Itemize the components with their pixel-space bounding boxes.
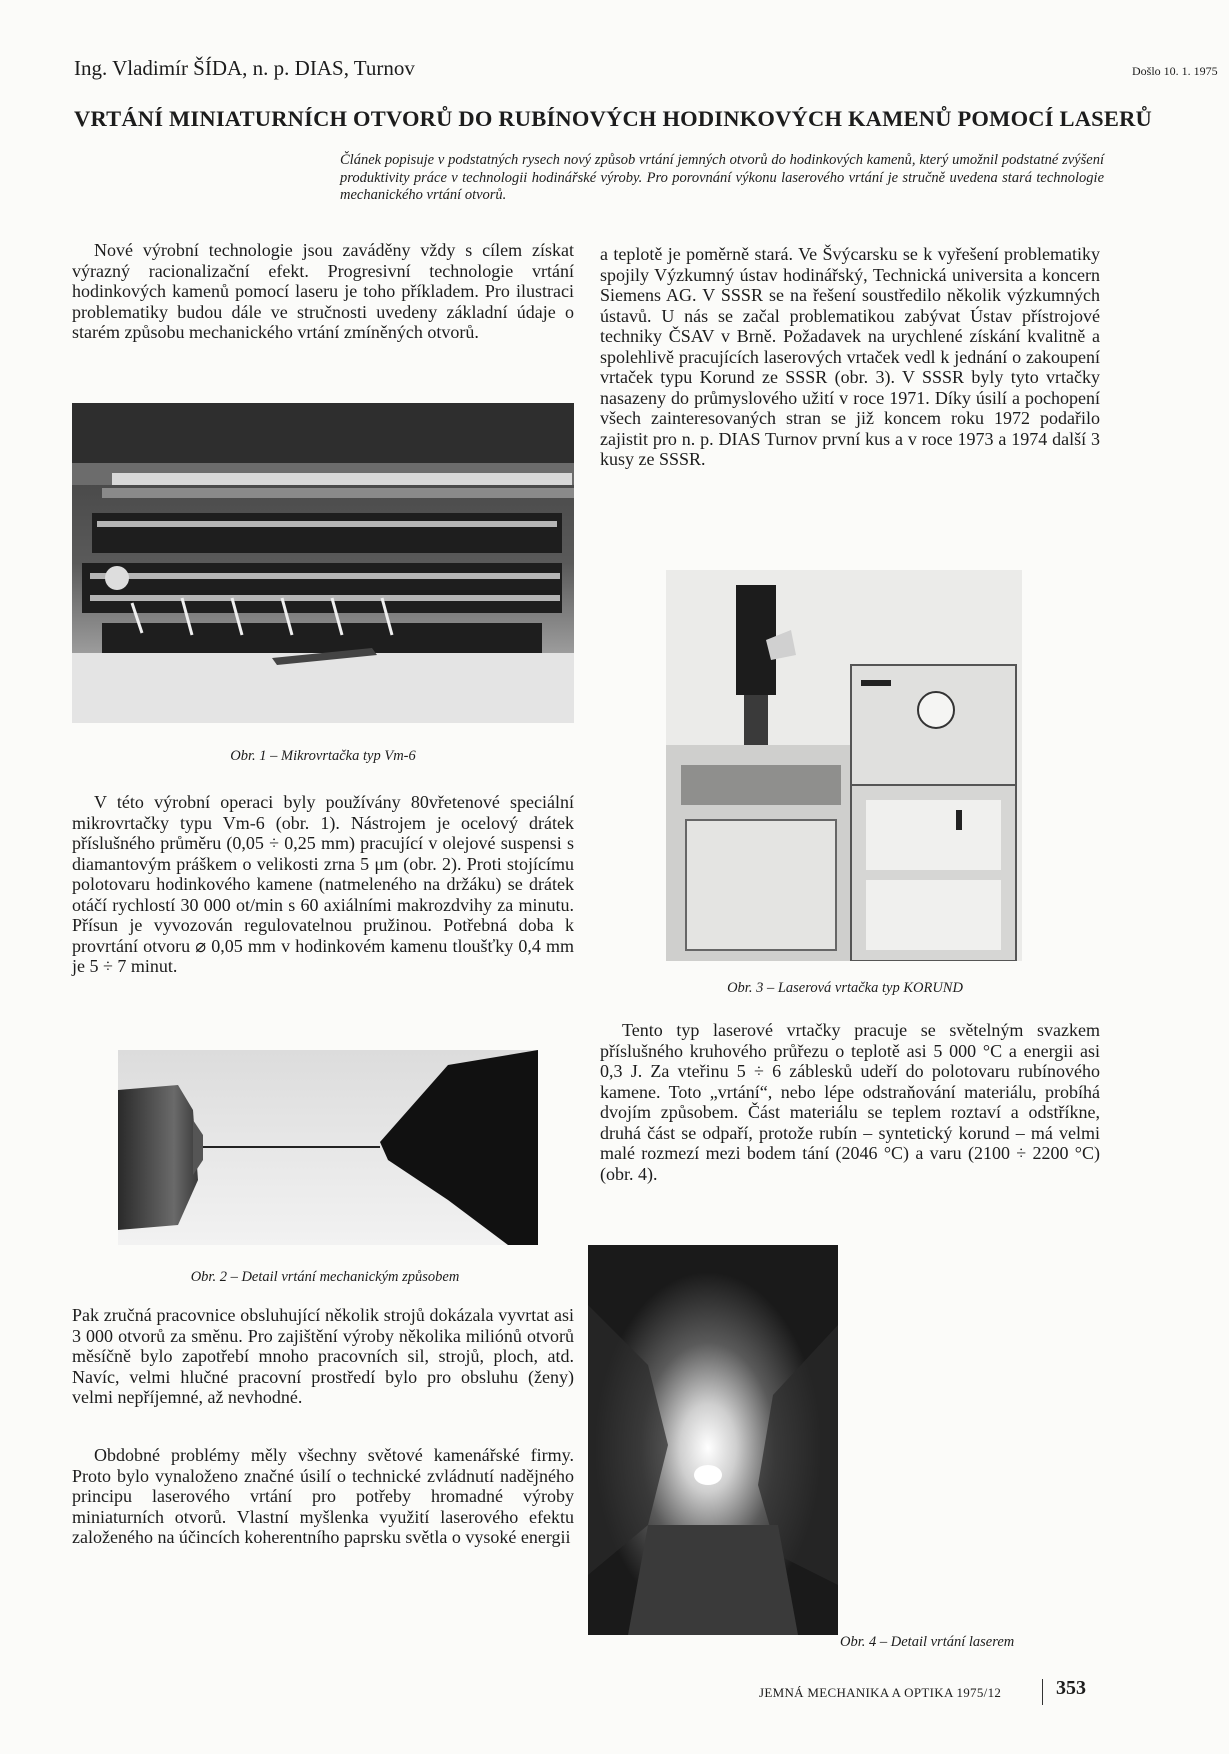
paragraph-intro: Nové výrobní technologie jsou zaváděny vždy s cílem získat výrazný racionalizační efekt. Progresivní technologie vrtání hodinkových kamenů pomocí laseru je toho příkladem. Pro ilustraci problematiky budou dále ve stručnosti uvedeny základní údaje o starém způsobu mechanického vrtání zmíněných otvorů. xyxy=(72,240,574,342)
micro-drill-machine-image xyxy=(72,403,574,723)
figure-3-caption: Obr. 3 – Laserová vrtačka typ KORUND xyxy=(727,980,963,996)
article-title: VRTÁNÍ MINIATURNÍCH OTVORŮ DO RUBÍNOVÝCH HODINKOVÝCH KAMENŮ POMOCÍ LASERŮ xyxy=(74,106,1152,131)
author-line: Ing. Vladimír ŠÍDA, n. p. DIAS, Turnov xyxy=(74,56,415,80)
laser-drilling-detail-image xyxy=(588,1245,838,1635)
paragraph-operation: V této výrobní operaci byly používány 80vřetenové speciální mikrovrtačky typu Vm-6 (obr. 1). Nástrojem je ocelový drátek příslušného průměru (0,05 ÷ 0,25 mm) pracující v olejové suspensi s diamantovým práškem o velikosti zrna 5 μm (obr. 2). Proti stojícímu polotovaru hodinkového kamene (natmeleného na držáku) se drátek otáčí rychlostí 30 000 ot/min s 60 axiálními makrozdvihy za minutu. Přísun je vyvozován regulovatelnou pružinou. Potřebná doba k provrtání otvoru ⌀ 0,05 mm v hodinkovém kamenu tloušťky 0,4 mm je 5 ÷ 7 minut. xyxy=(72,792,574,976)
paragraph-problems: Obdobné problémy měly všechny světové kamenářské firmy. Proto bylo vynaloženo značné úsilí o technické zvládnutí nadějného principu laserového vrtání pro potřeby hromadné výroby miniaturních otvorů. Vlastní myšlenka využití laserového efektu založeného na účincích koherentního paprsku světla o vysoké energii xyxy=(72,1445,574,1547)
received-date: Došlo 10. 1. 1975 xyxy=(1132,64,1218,78)
figure-2-caption: Obr. 2 – Detail vrtání mechanickým způsobem xyxy=(190,1269,460,1285)
abstract: Článek popisuje v podstatných rysech nový způsob vrtání jemných otvorů do hodinkových kamenů, který umožnil podstatné zvýšení produktivity práce v technologii hodinářské výroby. Pro porovnání výkonu laserového vrtání je stručně uvedena stará technologie mechanického vrtání otvorů. xyxy=(340,152,1104,203)
figure-4-caption: Obr. 4 – Detail vrtání laserem xyxy=(840,1634,1015,1650)
journal-name: JEMNÁ MECHANIKA A OPTIKA 1975/12 xyxy=(759,1685,1002,1700)
footer-divider xyxy=(1042,1679,1043,1705)
figure-1-caption: Obr. 1 – Mikrovrtačka typ Vm-6 xyxy=(230,748,416,764)
laser-drill-korund-image xyxy=(666,570,1022,961)
figure-1-photo xyxy=(72,403,574,723)
figure-4-photo xyxy=(588,1245,838,1635)
paragraph-right-top: a teplotě je poměrně stará. Ve Švýcarsku se k vyřešení problematiky spojily Výzkumný ústav hodinářský, Technická universita a koncern Siemens AG. V SSSR se na řešení soustředilo několik výzkumných ústavů. U nás se začal problematikou zabývat Ústav přístrojové techniky ČSAV v Brně. Požadavek na urychlené získání kvalitně a spolehlivě pracujících laserových vrtaček vedl k jednání o zakoupení vrtaček typu Korund ze SSSR (obr. 3). V SSSR byly tyto vrtačky nasazeny do průmyslového užití v roce 1971. Díky úsilí a pochopení všech zainteresovaných stran se již koncem roku 1972 podařilo zajistit pro n. p. DIAS Turnov první kus a v roce 1973 a 1974 další 3 kusy ze SSSR. xyxy=(600,244,1100,469)
figure-3-photo xyxy=(666,570,1022,961)
page-number: 353 xyxy=(1056,1677,1086,1699)
figure-2-photo xyxy=(118,1050,538,1245)
mechanical-drilling-detail-image xyxy=(118,1050,538,1245)
paragraph-laser-type: Tento typ laserové vrtačky pracuje se světelným svazkem příslušného kruhového průřezu o teplotě asi 5 000 °C a energii asi 0,3 J. Za vteřinu 5 ÷ 6 záblesků udeří do polotovaru rubínového kamene. Toto „vrtání“, nebo lépe odstraňování materiálu, probíhá dvojím způsobem. Část materiálu se teplem roztaví a odstříkne, druhá část se odpaří, protože rubín – syntetický korund – má velmi malé rozmezí mezi bodem tání (2046 °C) a varu (2100 ÷ 2200 °C) (obr. 4). xyxy=(600,1020,1100,1184)
paragraph-worker: Pak zručná pracovnice obsluhující několik strojů dokázala vyvrtat asi 3 000 otvorů za směnu. Pro zajištění výroby několika miliónů otvorů měsíčně bylo zapotřebí mnoho pracovních sil, strojů, ploch, atd. Navíc, velmi hlučné pracovní prostředí bylo pro obsluhu (ženy) velmi nepříjemné, až nevhodné. xyxy=(72,1305,574,1407)
